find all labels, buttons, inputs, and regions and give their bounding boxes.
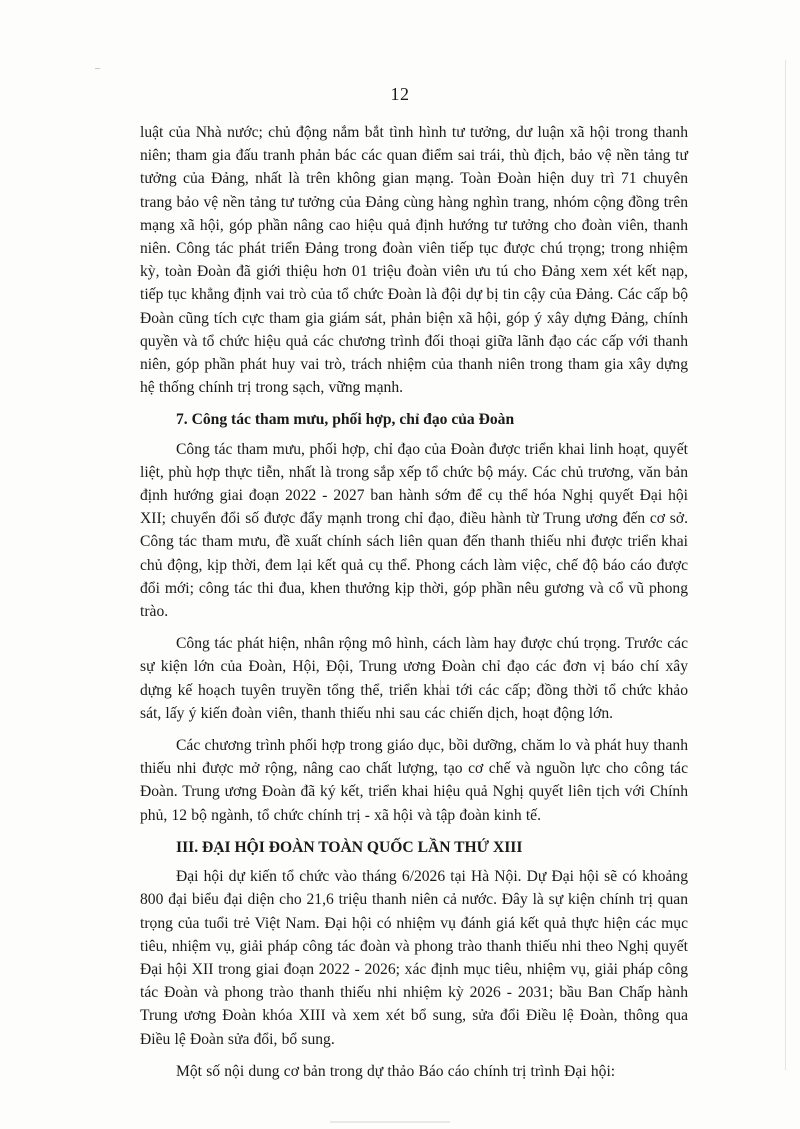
chapter-heading: III. ĐẠI HỘI ĐOÀN TOÀN QUỐC LẦN THỨ XIII bbox=[176, 838, 523, 856]
body-paragraph: luật của Nhà nước; chủ động nắm bắt tình hình tư tưởng, dư luận xã hội trong thanh niên; tham gia đấu tranh phản bác các quan điểm sai trái, thù địch, bảo vệ nền tảng tư tưởng của Đảng, nhất là trên không gian mạng. Toàn Đoàn hiện duy trì 71 chuyên trang bảo vệ nền tảng tư tưởng của Đảng cùng hàng nghìn trang, nhóm cộng đồng trên mạng xã hội, góp phần nâng cao hiệu quả định hướng tư tưởng cho đoàn viên, thanh niên. Công tác phát triển Đảng trong đoàn viên tiếp tục được chú trọng; trong nhiệm kỳ, toàn Đoàn đã giới thiệu hơn 01 triệu đoàn viên ưu tú cho Đảng xem xét kết nạp, tiếp tục khẳng định vai trò của tổ chức Đoàn là đội dự bị tin cậy của Đảng. Các cấp bộ Đoàn cũng tích cực tham gia giám sát, phản biện xã hội, góp ý xây dựng Đảng, chính quyền và tổ chức hiệu quả các chương trình đối thoại giữa lãnh đạo các cấp với thanh niên, góp phần phát huy vai trò, trách nhiệm của thanh niên trong tham gia xây dựng hệ thống chính trị trong sạch, vững mạnh. bbox=[140, 124, 688, 397]
page-number: 12 bbox=[390, 84, 410, 104]
document-body bbox=[140, 121, 688, 1092]
body-paragraph: Các chương trình phối hợp trong giáo dục, bồi dưỡng, chăm lo và phát huy thanh thiếu nhi được mở rộng, nâng cao chất lượng, tạo cơ chế và nguồn lực cho công tác Đoàn. Trung ương Đoàn đã ký kết, triển khai hiệu quả Nghị quyết liên tịch với Chính phủ, 12 bộ ngành, tổ chức chính trị - xã hội và tập đoàn kinh tế. bbox=[140, 737, 688, 824]
body-paragraph: Đại hội dự kiến tổ chức vào tháng 6/2026 tại Hà Nội. Dự Đại hội sẽ có khoảng 800 đại biểu đại diện cho 21,6 triệu thanh niên cả nước. Đây là sự kiện chính trị quan trọng của tuổi trẻ Việt Nam. Đại hội có nhiệm vụ đánh giá kết quả thực hiện các mục tiêu, nhiệm vụ, giải pháp công tác đoàn và phong trào thanh thiếu nhi theo Nghị quyết Đại hội XII trong giai đoạn 2022 - 2026; xác định mục tiêu, nhiệm vụ, giải pháp công tác Đoàn và phong trào thanh thiếu nhi nhiệm kỳ 2026 - 2031; bầu Ban Chấp hành Trung ương Đoàn khóa XIII và xem xét bổ sung, sửa đổi Điều lệ Đoàn, thông qua Điều lệ Đoàn sửa đổi, bổ sung. bbox=[140, 868, 688, 1048]
body-paragraph: Công tác phát hiện, nhân rộng mô hình, cách làm hay được chú trọng. Trước các sự kiện lớn của Đoàn, Hội, Đội, Trung ương Đoàn chỉ đạo các đơn vị báo chí xây dựng kế hoạch tuyên truyền tổng thể, triển khai tới các cấp; đồng thời tổ chức khảo sát, lấy ý kiến đoàn viên, thanh thiếu nhi sau các chiến dịch, hoạt động lớn. bbox=[140, 635, 688, 722]
scan-edge-mark bbox=[785, 60, 786, 1070]
body-paragraph: Công tác tham mưu, phối hợp, chỉ đạo của Đoàn được triển khai linh hoạt, quyết liệt, phù hợp thực tiễn, nhất là trong sắp xếp tổ chức bộ máy. Các chủ trương, văn bản định hướng giai đoạn 2022 - 2027 ban hành sớm để cụ thể hóa Nghị quyết Đại hội XII; chuyển đổi số được đẩy mạnh trong chỉ đạo, điều hành từ Trung ương đến cơ sở. Công tác tham mưu, đề xuất chính sách liên quan đến thanh thiếu nhi được triển khai chủ động, kịp thời, đem lại kết quả cụ thể. Phong cách làm việc, chế độ báo cáo được đổi mới; công tác thi đua, khen thưởng kịp thời, góp phần nêu gương và cổ vũ phong trào. bbox=[140, 440, 688, 621]
scan-speck bbox=[95, 68, 100, 69]
scan-bottom-smudge bbox=[330, 1121, 450, 1123]
section-heading: 7. Công tác tham mưu, phối hợp, chỉ đạo của Đoàn bbox=[176, 411, 515, 429]
body-paragraph: Một số nội dung cơ bản trong dự thảo Báo cáo chính trị trình Đại hội: bbox=[176, 1062, 616, 1080]
